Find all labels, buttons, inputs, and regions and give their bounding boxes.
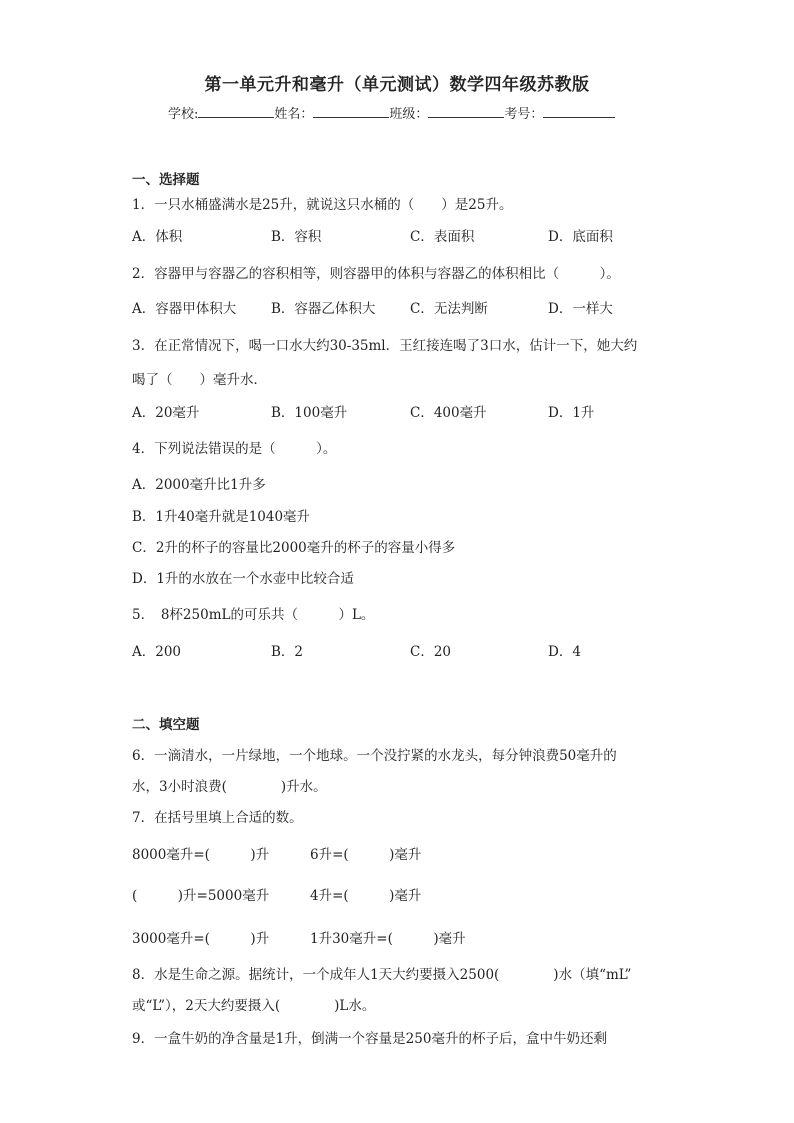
q3-option-d[interactable]: D．1升	[548, 405, 595, 421]
name-label: 姓名：	[274, 107, 314, 122]
question-4-stem: 4．下列说法错误的是（ ）。	[132, 441, 337, 457]
q7-item-2: 6升=( )毫升	[310, 847, 422, 863]
q4-option-d[interactable]: D．1升的水放在一个水壶中比较合适	[132, 571, 354, 587]
question-3-stem-line-2: 喝了（ ）毫升水．	[132, 372, 267, 388]
q1-option-d[interactable]: D．底面积	[548, 229, 613, 245]
question-9-stem-line-1: 9．一盒牛奶的净含量是1升，倒满一个容量是250毫升的杯子后，盒中牛奶还剩	[132, 1031, 607, 1047]
q3-option-c[interactable]: C．400毫升	[410, 405, 487, 421]
number-blank[interactable]	[543, 103, 615, 118]
page-title: 第一单元升和毫升（单元测试）数学四年级苏教版	[204, 75, 590, 95]
section-choice-heading: 一、选择题	[132, 172, 200, 188]
q5-option-a[interactable]: A．200	[132, 644, 182, 660]
q5-option-c[interactable]: C．20	[410, 644, 452, 660]
q3-option-a[interactable]: A．20毫升	[132, 405, 200, 421]
q1-option-a[interactable]: A．体积	[132, 229, 183, 245]
q2-option-c[interactable]: C．无法判断	[410, 301, 488, 317]
q7-item-1: 8000毫升=( )升	[132, 847, 270, 863]
question-8-stem-line-2: 或“L”），2天大约要摄入( )L水。	[132, 998, 376, 1014]
q2-option-a[interactable]: A．容器甲体积大	[132, 301, 237, 317]
q1-option-c[interactable]: C．表面积	[410, 229, 475, 245]
class-label: 班级：	[389, 107, 429, 122]
class-blank[interactable]	[428, 103, 504, 118]
section-fill-heading: 二、填空题	[132, 717, 200, 733]
q4-option-c[interactable]: C．2升的杯子的容量比2000毫升的杯子的容量小得多	[132, 540, 456, 556]
q7-item-4: 4升=( )毫升	[310, 888, 422, 904]
question-5-stem: 5． 8杯250mL的可乐共（ ）L。	[132, 607, 375, 623]
school-blank[interactable]	[198, 103, 274, 118]
q7-item-6: 1升30毫升=( )毫升	[310, 931, 466, 947]
q4-option-a[interactable]: A．2000毫升比1升多	[132, 477, 266, 493]
name-blank[interactable]	[313, 103, 389, 118]
question-1-stem: 1．一只水桶盛满水是25升，就说这只水桶的（ ）是25升。	[132, 197, 513, 213]
question-7-stem: 7．在括号里填上合适的数。	[132, 810, 303, 826]
question-6-stem-line-2: 水，3小时浪费( )升水。	[132, 779, 327, 795]
q7-item-5: 3000毫升=( )升	[132, 931, 270, 947]
q5-option-b[interactable]: B．2	[271, 644, 304, 660]
q2-option-b[interactable]: B．容器乙体积大	[271, 301, 376, 317]
question-3-stem-line-1: 3．在正常情况下，喝一口水大约30-35ml．王红接连喝了3口水，估计一下，她大约	[132, 338, 638, 354]
q4-option-b[interactable]: B．1升40毫升就是1040毫升	[132, 509, 311, 525]
q3-option-b[interactable]: B．100毫升	[271, 405, 348, 421]
question-6-stem-line-1: 6．一滴清水，一片绿地，一个地球。一个没拧紧的水龙头，每分钟浪费50毫升的	[132, 748, 617, 764]
number-label: 考号：	[504, 107, 544, 122]
q2-option-d[interactable]: D．一样大	[548, 301, 613, 317]
question-8-stem-line-1: 8．水是生命之源。据统计，一个成年人1天大约要摄入2500( )水（填“mL”	[132, 967, 632, 983]
q5-option-d[interactable]: D．4	[548, 644, 581, 660]
q7-item-3: ( )升=5000毫升	[132, 888, 270, 904]
school-label: 学校:	[168, 107, 199, 122]
student-info	[168, 103, 615, 122]
q1-option-b[interactable]: B．容积	[271, 229, 322, 245]
question-2-stem: 2．容器甲与容器乙的容积相等，则容器甲的体积与容器乙的体积相比（ ）。	[132, 266, 620, 282]
